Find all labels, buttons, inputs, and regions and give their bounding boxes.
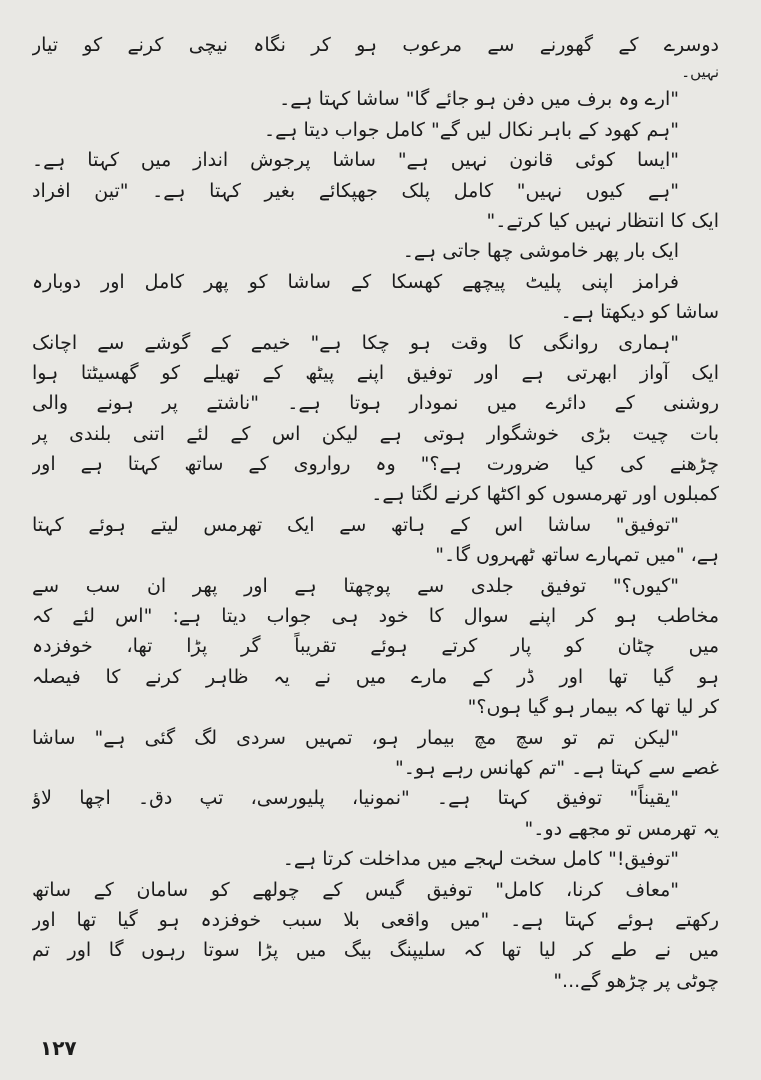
text-line: کر لیا تھا کہ بیمار ہو گیا ہوں؟" (467, 696, 719, 719)
text-line: "ہماری روانگی کا وقت ہو چکا ہے" خیمے کے گوشے سے اچانک (32, 331, 679, 354)
text-line: "یقیناً" توفیق کہتا ہے۔ "نمونیا، پلیورسی، تپ دق۔ اچھا لاؤ (32, 787, 679, 810)
text-line: ایک کا انتظار نہیں کیا کرتے۔" (486, 209, 719, 232)
text-line: غصے سے کہتا ہے۔ "تم کھانس رہے ہو۔" (394, 756, 719, 779)
text-line: یہ تھرمس تو مجھے دو۔" (524, 817, 719, 840)
page-text (32, 30, 719, 996)
text-line: فرامز اپنی پلیٹ پیچھے کھسکا کے ساشا کو پھر کامل اور دوبارہ (32, 270, 679, 293)
text-line: کمبلوں اور تھرمسوں کو اکٹھا کرنے لگتا ہے۔ (371, 483, 719, 506)
text-line: دوسرے کے گھورنے سے مرعوب ہو کر نگاہ نیچی کرنے کو تیار (32, 34, 719, 56)
text-line: "توفیق" ساشا اس کے ہاتھ سے ایک تھرمس لیتے ہوئے کہتا (32, 513, 679, 536)
page-number: ۱۲۷ (40, 1036, 77, 1060)
text-line: روشنی کے دائرے میں نمودار ہوتا ہے۔ "ناشتے پر ہونے والی (32, 392, 719, 415)
text-line: "کیوں؟" توفیق جلدی سے پوچھتا ہے اور پھر ان سب سے (32, 574, 679, 597)
text-line: میں چٹان کو پار کرتے ہوئے تقریباً گر پڑا تھا، خوفزدہ (32, 635, 719, 658)
text-line: "معاف کرنا، کامل" توفیق گیس کے چولھے کو سامان کے ساتھ (32, 878, 679, 901)
text-line: بات چیت بڑی خوشگوار ہوتی ہے لیکن اس کے لئے اتنی بلندی پر (32, 422, 719, 445)
text-line: ساشا کو دیکھتا ہے۔ (560, 301, 719, 324)
text-line: "ہم کھود کے باہر نکال لیں گے" کامل جواب دیتا ہے۔ (264, 118, 679, 141)
text-line: "ایسا کوئی قانون نہیں ہے" ساشا پرجوش انداز میں کہتا ہے۔ (32, 149, 679, 172)
text-line: ایک بار پھر خاموشی چھا جاتی ہے۔ (402, 240, 679, 263)
text-line: "لیکن تم تو سچ مچ بیمار ہو، تمہیں سردی لگ گئی ہے" ساشا (32, 726, 679, 749)
text-line: ہے، "میں تمہارے ساتھ ٹھہروں گا۔" (435, 544, 719, 567)
text-line: چڑھنے کی کیا ضرورت ہے؟" وہ رواروی کے ساتھ کہتا ہے اور (32, 453, 719, 476)
text-line: "توفیق!" کامل سخت لہجے میں مداخلت کرتا ہے۔ (282, 848, 679, 871)
text-line: "ہے کیوں نہیں" کامل پلک جھپکائے بغیر کہتا ہے۔ "تین افراد (32, 179, 679, 202)
text-line: رکھتے ہوئے کہتا ہے۔ "میں واقعی بلا سبب خوفزدہ ہو گیا تھا اور (32, 908, 719, 931)
text-line: ہو گیا تھا اور ڈر کے مارے میں نے یہ ظاہر کرنے کا فیصلہ (32, 665, 719, 688)
text-line: ایک آواز ابھرتی ہے اور توفیق اپنے پیٹھ کے تھیلے کو گھسیٹتا ہوا (32, 361, 719, 384)
text-line: نہیں۔ (681, 63, 719, 82)
text-line: میں نے طے کر لیا تھا کہ سلیپنگ بیگ میں پڑا سوتا رہوں گا اور تم (32, 939, 719, 962)
text-line: مخاطب ہو کر اپنے سوال کا خود ہی جواب دیتا ہے: "اس لئے کہ (32, 605, 719, 628)
text-line: چوٹی پر چڑھو گے..." (553, 969, 719, 992)
text-line: "ارے وہ برف میں دفن ہو جائے گا" ساشا کہتا ہے۔ (279, 88, 679, 111)
